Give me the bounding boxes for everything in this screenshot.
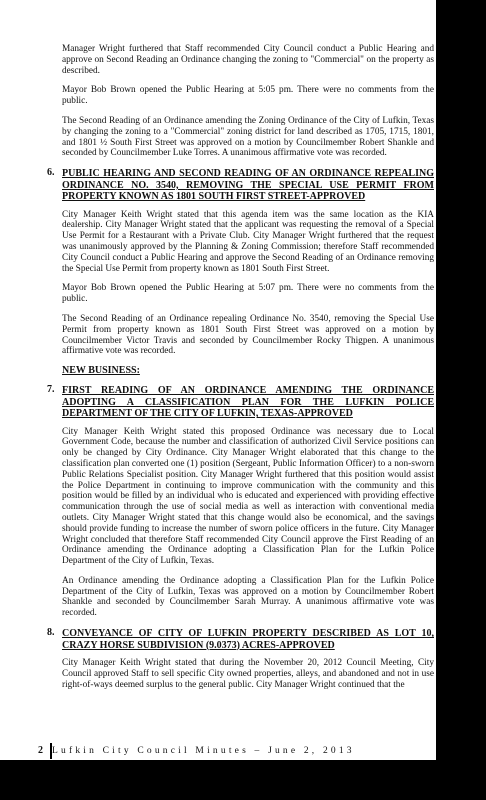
page-number: 2 <box>38 745 43 756</box>
paragraph: Mayor Bob Brown opened the Public Hearing at 5:05 pm. There were no comments from the public. <box>62 85 434 107</box>
section-heading-new-business: NEW BUSINESS: <box>62 365 140 377</box>
paragraph: City Manager Keith Wright stated that this agenda item was the same location as the KIA dealership. City Manager Wright stated that the applicant was requesting the removal of a Special Use Permit for a Restaurant with a Private Club. City Manager Wright furthered that the request was unanimously approved by the Planning & Zoning Commission; therefore Staff recommended City Council conduct a Public Hearing and approve the Second Reading of an Ordinance removing the Special Use Permit from property known as 1801 South First Street. <box>62 209 434 274</box>
paragraph: Manager Wright furthered that Staff recommended City Council conduct a Public Hearing and approve on Second Reading an Ordinance changing the zoning to "Commercial" on the property as described. <box>62 44 434 76</box>
item-number: 7. <box>47 384 55 396</box>
minutes-body <box>47 44 434 699</box>
page-footer <box>50 743 436 759</box>
item-heading: CONVEYANCE OF CITY OF LUFKIN PROPERTY DESCRIBED AS LOT 10, CRAZY HORSE SUBDIVISION (9.0373) ACRES-APPROVED <box>62 628 434 651</box>
agenda-item-8 <box>47 627 434 690</box>
item-heading: PUBLIC HEARING AND SECOND READING OF AN ORDINANCE REPEALING ORDINANCE NO. 3540, REMOVING THE SPECIAL USE PERMIT FROM PROPERTY KNOWN AS 1801 SOUTH FIRST STREET-APPROVED <box>62 168 434 203</box>
item-heading: FIRST READING OF AN ORDINANCE AMENDING THE ORDINANCE ADOPTING A CLASSIFICATION PLAN FOR THE LUFKIN POLICE DEPARTMENT OF THE CITY OF LUFKIN, TEXAS-APPROVED <box>62 385 434 420</box>
item-number: 6. <box>47 167 55 179</box>
paragraph: City Manager Keith Wright stated that during the November 20, 2012 Council Meeting, City Council approved Staff to sell specific City owned properties, alleys, and abandoned and not in use right-of-ways deemed surplus to the general public. City Manager Wright continued that the <box>62 658 434 690</box>
paragraph: City Manager Keith Wright stated this proposed Ordinance was necessary due to Local Government Code, because the number and classification of authorized Civil Service positions can only be changed by City Ordinance. City Manager Wright elaborated that this change to the classification plan converted one (1) position (Sergeant, Public Information Officer) to a non-sworn Public Relations Specialist position. City Manager Wright furthered that this position would assist the Police Department in continuing to improve communication with the community and this position would be filled by an individual who is educated and experienced with providing effective communication through the use of social media as well as interaction with conventional media outlets. City Manager Wright stated that this change would also be economical, and the savings should provide funding to increase the number of sworn police officers in the future. City Manager Wright concluded that therefore Staff recommended City Council approve the First Reading of an Ordinance amending the Ordinance adopting a Classification Plan for the Lufkin Police Department of the City of Lufkin, Texas. <box>62 426 434 567</box>
footer-text: Lufkin City Council Minutes – June 2, 2013 <box>52 746 355 756</box>
agenda-item-7 <box>47 384 434 619</box>
paragraph: The Second Reading of an Ordinance repealing Ordinance No. 3540, removing the Special Use Permit from property known as 1801 South First Street was approved on a motion by Councilmember Victor Travis and seconded by Councilmember Rocky Thigpen. A unanimous affirmative vote was recorded. <box>62 314 434 357</box>
scan-border-bottom <box>0 760 486 800</box>
paragraph: An Ordinance amending the Ordinance adopting a Classification Plan for the Lufkin Police Department of the City of Lufkin, Texas was approved on a motion by Councilmember Robert Shankle and seconded by Councilmember Sarah Murray. A unanimous affirmative vote was recorded. <box>62 575 434 619</box>
item-number: 8. <box>47 627 55 639</box>
agenda-item-6 <box>47 167 434 357</box>
scan-border-right <box>436 0 486 800</box>
paragraph: The Second Reading of an Ordinance amending the Zoning Ordinance of the City of Lufkin, Texas by changing the zoning to a "Commercial" zoning district for land described as 1705, 1715, 1801, and 1801 ½ South First Street was approved on a motion by Councilmember Robert Shankle and seconded by Councilmember Luke Torres. A unanimous affirmative vote was recorded. <box>62 115 434 159</box>
paragraph: Mayor Bob Brown opened the Public Hearing at 5:07 pm. There were no comments from the public. <box>62 283 434 305</box>
